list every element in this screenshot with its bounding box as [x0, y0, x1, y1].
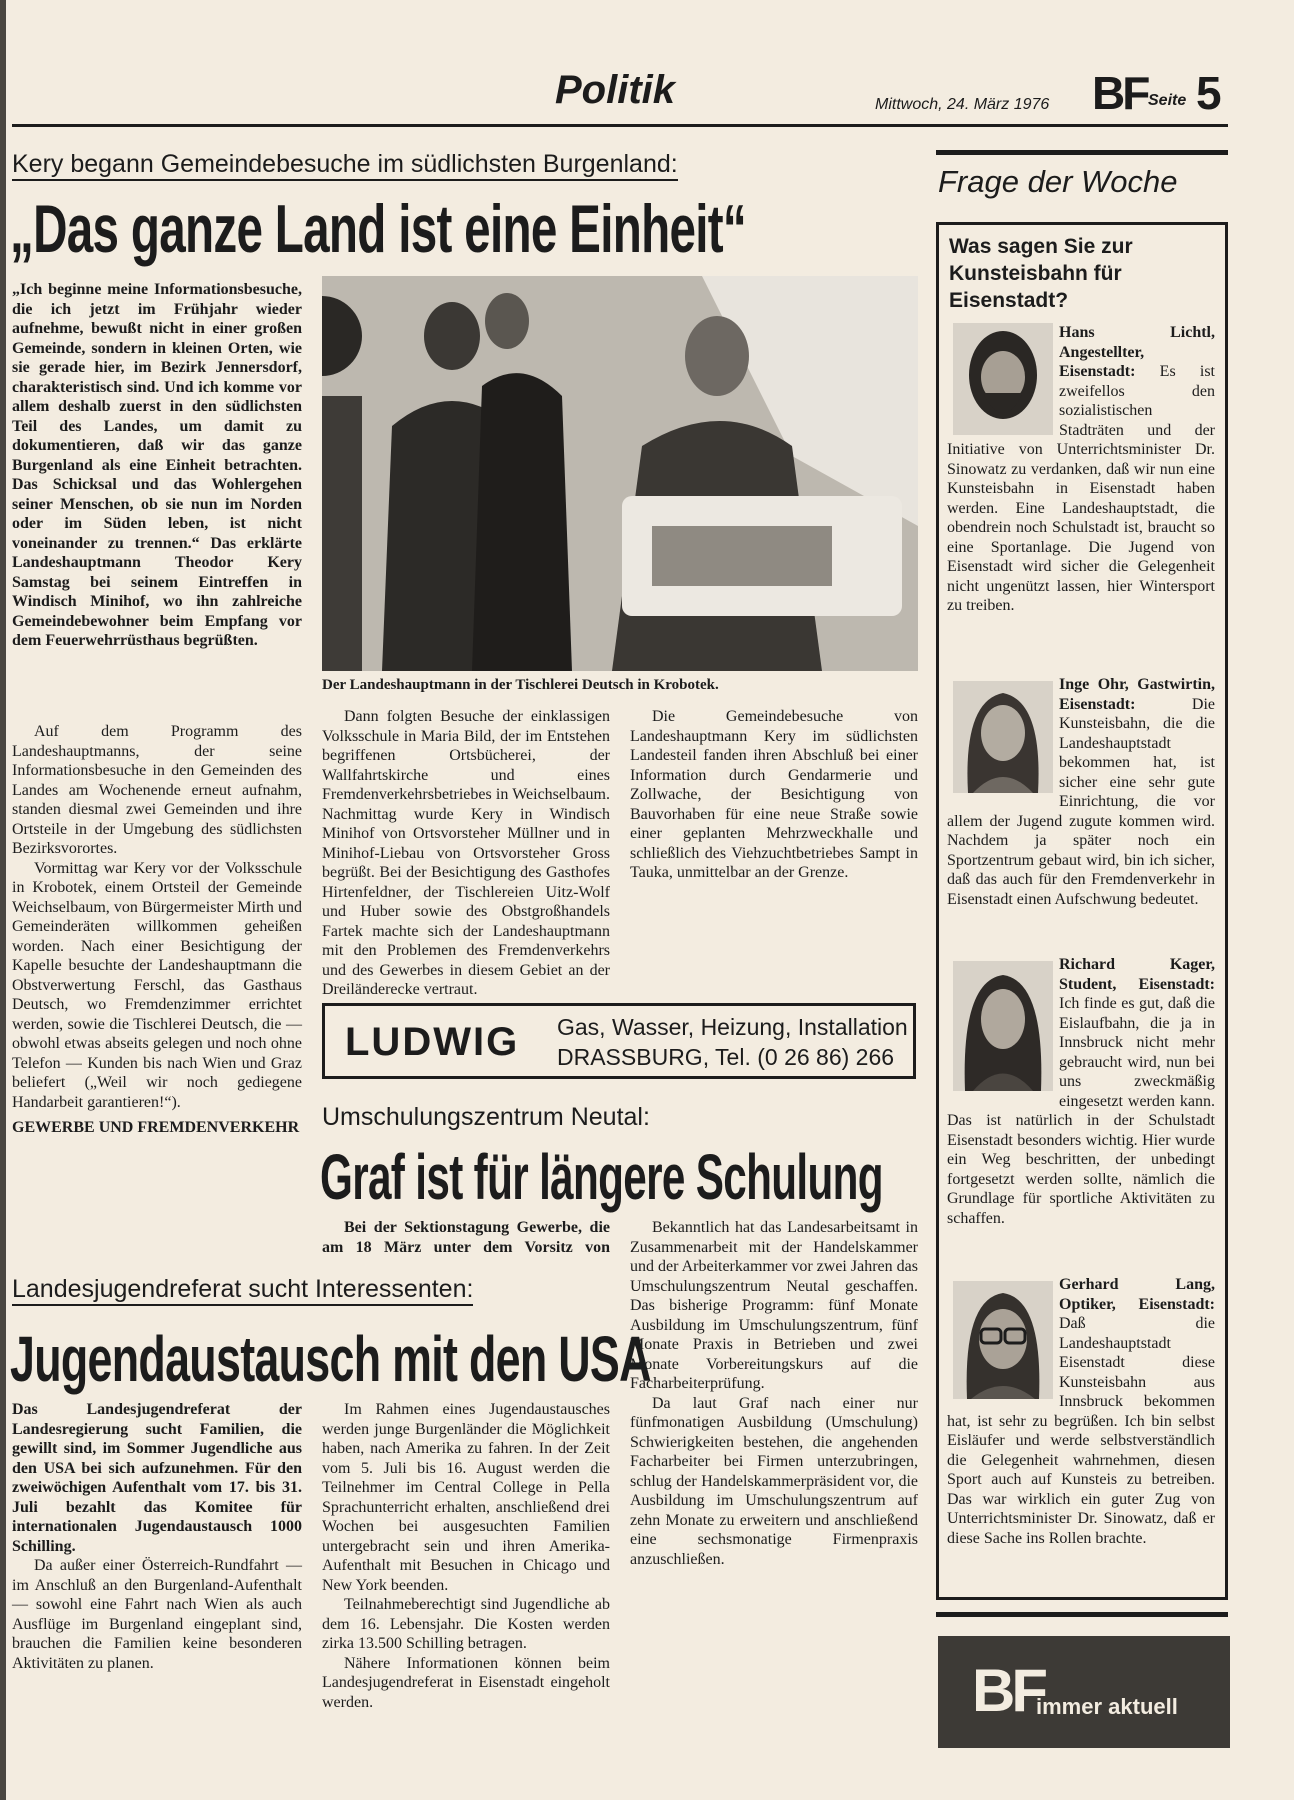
answer-gerhard-lang [947, 1275, 1215, 1548]
promo-box [938, 1636, 1230, 1748]
article3-paragraph-4: Nähere Informationen können beim Landesjugendreferat in Eisenstadt eingeholt werden. [322, 1654, 610, 1711]
page-label: Seite [1148, 92, 1187, 109]
article2-column-1 [322, 1218, 610, 1256]
answer-1-name: Hans Lichtl, Angestellter, Eisenstadt: [1059, 324, 1215, 380]
article1-headline: „Das ganze Land ist eine Einheit“ [10, 191, 747, 267]
section-title: Politik [555, 68, 676, 112]
answer-3-text: Ich finde es gut, daß die Eislaufbahn, die ja in Innsbruck nicht mehr gebraucht wird, nun bei uns zweckmäßig eingesetzt werden kann. Das ist natürlich in der Schulstadt Eisenstadt besonders wichtig. Hier wurde ein Weg beschritten, der unbedingt fortgesetzt werden sollte, nämlich die Grundlage für sportliche Aktivitäten zu schaffen. [947, 995, 1215, 1227]
article1-lead: „Ich beginne meine Informationsbesuche, die ich jetzt im Frühjahr wieder aufnehme, bewußt nicht in einer großen Gemeinde, sondern in kleinen Orten, wie sie gerade hier, im Bezirk Jennersdorf, charakteristisch sind. Und ich komme vor allem deshalb zuerst in den südlichsten Teil des Landes, um damit zu dokumentieren, daß wir das ganze Burgenland als eine Einheit betrachten. Das Schicksal und das Wohlergehen seiner Menschen, ob sie nun im Norden oder im Süden leben, ist nicht voneinander zu trennen.“ Das erklärte Landeshauptmann Theodor Kery Samstag bei seinem Eintreffen in Windisch Minihof, wo ihn zahlreiche Gemeindebewohner beim Empfang vor dem Feuerwehrrüsthaus begrüßten. [12, 281, 302, 649]
page-number: 5 [1196, 67, 1222, 119]
promo-top-rule [936, 1612, 1228, 1617]
article2-headline: Graf ist für längere Schulung [320, 1141, 883, 1213]
page-edge [0, 0, 6, 1800]
answer-2-name: Inge Ohr, Gastwirtin, Eisenstadt: [1059, 676, 1215, 713]
article1-kicker: Kery begann Gemeindebesuche im südlichsten Burgenland: [12, 150, 678, 181]
article1-column-1 [12, 722, 302, 1138]
answer-1-text: Es ist zweifellos den sozialistischen Stadträten und der Initiative von Unterrichtsminister Dr. Sinowatz zu verdanken, daß wir nun eine Kunsteisbahn in Eisenstadt haben werden. Eine Landeshauptstadt, die obendrein noch Schulstadt ist, braucht so eine Sportanlage. Die Jugend von Eisenstadt wird sicher die Gelegenheit nicht ungenützt lassen, hier Wintersport zu treiben. [947, 363, 1215, 614]
article3-column-1 [12, 1400, 302, 1673]
article3-column-2 [322, 1400, 610, 1712]
answer-4-text: Daß die Landeshauptstadt Eisenstadt diese Kunsteisbahn aus Innsbruck bekommen hat, ist sehr zu begrüßen. Ich bin selbst Eisläufer und werde selbstverständlich die Gelegenheit wahrnehmen, diesen Sport auch auf Kunsteis zu betreiben. Das war wirklich ein guter Zug von Unterrichtsminister Dr. Sinowatz, daß er diese Sache ins Rollen brachte. [947, 1315, 1215, 1547]
article2-kicker: Umschulungszentrum Neutal: [322, 1103, 650, 1131]
article1-paragraph-1: Auf dem Programm des Landeshauptmanns, der seine Informationsbesuche in den Gemeinden des Landes am Wochenende erneut aufnahm, standen diesmal zwei Gemeinden und ihre Ortsteile in der Umgebung des südlichsten Bezirksvorortes. [12, 723, 302, 857]
answer-2-text: Die Kunsteisbahn, die die Landeshauptstadt bekommen hat, ist sicher eine sehr gute Einrichtung, die vor allem der Jugend zugute kommen wird. Nachdem ja später noch ein Sportzentrum gebaut wird, bin ich sicher, daß das auch für den Fremdenverkehr in Eisenstadt einen Aufschwung bedeutet. [947, 695, 1215, 908]
frage-title: Frage der Woche [938, 164, 1178, 199]
issue-date: Mittwoch, 24. März 1976 [875, 96, 1050, 113]
article2-column-2 [630, 1218, 918, 1569]
promo-logo: BF [972, 1657, 1044, 1724]
answer-inge-ohr [947, 675, 1215, 909]
article3-paragraph-1: Da außer einer Österreich-Rundfahrt — im Anschluß an den Burgenland-Aufenthalt — sowohl eine Fahrt nach Wien als auch Ausflüge im Burgenland eingeplant sind, brauchen die Familien keine besonderen Aktivitäten zu planen. [12, 1557, 302, 1672]
frage-question: Was sagen Sie zur Kunsteisbahn für Eisenstadt? [949, 235, 1133, 312]
article1-paragraph-2: Vormittag war Kery vor der Volksschule in Krobotek, einem Ortsteil der Gemeinde Weichselbaum, von Bürgermeister Mirth und Gemeinderäten willkommen geheißen worden. Nach einer Besichtigung der Kapelle besuchte der Landeshauptmann die Obstverwertung Ferschl, das Gasthaus Deutsch, wo Fremdenzimmer errichtet werden, sowie die Tischlerei Deutsch, die — obwohl etwas abseits gelegen und noch ohne Telefon — Kunden bis nach Wien und Graz beliefert („Weil wir noch gediegene Handarbeit garantieren!“). [12, 859, 302, 1111]
frage-box [936, 222, 1228, 1600]
article3-kicker: Landesjugendreferat sucht Interessenten: [12, 1275, 473, 1306]
answer-3-name: Richard Kager, Student, Eisenstadt: [1059, 956, 1215, 993]
ad-services: Gas, Wasser, Heizung, Installation [557, 1014, 908, 1040]
article1-subhead: GEWERBE UND FREMDENVERKEHR [12, 1119, 300, 1136]
photo-figures [322, 276, 918, 671]
article3-lead: Das Landesjugendreferat der Landesregierung sucht Familien, die gewillt sind, im Sommer Jugendliche aus den USA bei sich aufzunehmen. Für den zweiwöchigen Aufenthalt vom 17. bis 31. Juli bezahlt das Komitee für internationalen Jugendaustausch 1000 Schilling. [12, 1401, 302, 1555]
answer-richard-kager [947, 955, 1215, 1228]
article1-lead-column [12, 280, 302, 651]
answer-4-name: Gerhard Lang, Optiker, Eisenstadt: [1059, 1276, 1215, 1313]
promo-text: immer aktuell [1036, 1694, 1178, 1719]
article3-paragraph-3: Teilnahmeberechtigt sind Jugendliche ab dem 16. Lebensjahr. Die Kosten werden zirka 13.500 Schilling betragen. [322, 1596, 610, 1652]
answer-hans-lichtl [947, 323, 1215, 616]
article2-paragraph-2: Da laut Graf nach einer nur fünfmonatigen Ausbildung (Umschulung) Schwierigkeiten bestehen, die angehenden Facharbeiter bei Firmen unterzubringen, schlug der Handelskammerpräsident vor, die Ausbildung im Umschulungszentrum auf zehn Monate zu erweitern und anschließend eine sechsmonatige Firmenpraxis anzuschließen. [630, 1394, 918, 1568]
ad-address: DRASSBURG, Tel. (0 26 86) 266 [557, 1044, 895, 1070]
article1-paragraph-3: Dann folgten Besuche der einklassigen Volksschule in Maria Bild, der im Entstehen begriffenen Ortsbücherei, der Wallfahrtskirche und eines Fremdenverkehrsbetriebes in Weichselbaum. Nachmittag wurde Kery in Windisch Minihof von Ortsvorsteher Müllner und in Minihof-Liebau von Ortsvorsteher Gross begrüßt. Bei der Besichtigung des Gasthofes Hirtenfeldner, der Tischlereien Uitz-Wolf und Huber sowie des Obstgroßhandels Fartek machte sich der Landeshauptmann mit den Problemen des Fremdenverkehrs und des Gewerbes in diesem Gebiet an der Dreiländerecke vertraut. [322, 708, 610, 998]
header-rule [12, 124, 1228, 127]
article1-column-2 [322, 707, 610, 1000]
article3-headline: Jugendaustausch mit den USA [10, 1323, 651, 1395]
article1-column-3 [630, 707, 918, 883]
article3-paragraph-2: Im Rahmen eines Jugendaustausches werden junge Burgenländer die Möglichkeit haben, nach Amerika zu fahren. In der Zeit vom 5. Juli bis 16. August werden die Teilnehmer im Central College in Pella Sprachunterricht erhalten, anschließend drei Wochen bei ausgesuchten Familien untergebracht sein und ihren Amerika-Aufenthalt mit Besuchen in Chicago und New York beenden. [322, 1401, 610, 1594]
article1-paragraph-4: Die Gemeindebesuche von Landeshauptmann Kery im südlichsten Landesteil fanden ihren Abschluß bei einer Information durch Gendarmerie und Zollwache, der Besichtigung von Bauvorhaben für eine neue Straße sowie einer geplanten Mehrzweckhalle und schließlich des Viehzuchtbetriebes Sampt in Tauka, unmittelbar an der Grenze. [630, 708, 918, 881]
frage-top-rule [936, 150, 1228, 155]
article2-lead: Bei der Sektionstagung Gewerbe, die am 18 März unter dem Vorsitz von [322, 1219, 610, 1256]
header-logo: BF [1092, 67, 1148, 119]
photo-caption: Der Landeshauptmann in der Tischlerei Deutsch in Krobotek. [322, 677, 719, 693]
article2-paragraph-1: Bekanntlich hat das Landesarbeitsamt in Zusammenarbeit mit der Handelskammer und der Arbeiterkammer vor zwei Jahren das Umschulungszentrum Neutal geschaffen. Das bisherige Programm: fünf Monate Ausbildung im Umschulungszentrum, fünf Monate Praxis in Betrieben und zwei Monate Vorbereitungskurs auf die Facharbeiterprüfung. [630, 1219, 918, 1392]
ad-company-name: LUDWIG [345, 1020, 520, 1064]
kery-photo [322, 276, 918, 671]
ludwig-ad [322, 1003, 916, 1079]
